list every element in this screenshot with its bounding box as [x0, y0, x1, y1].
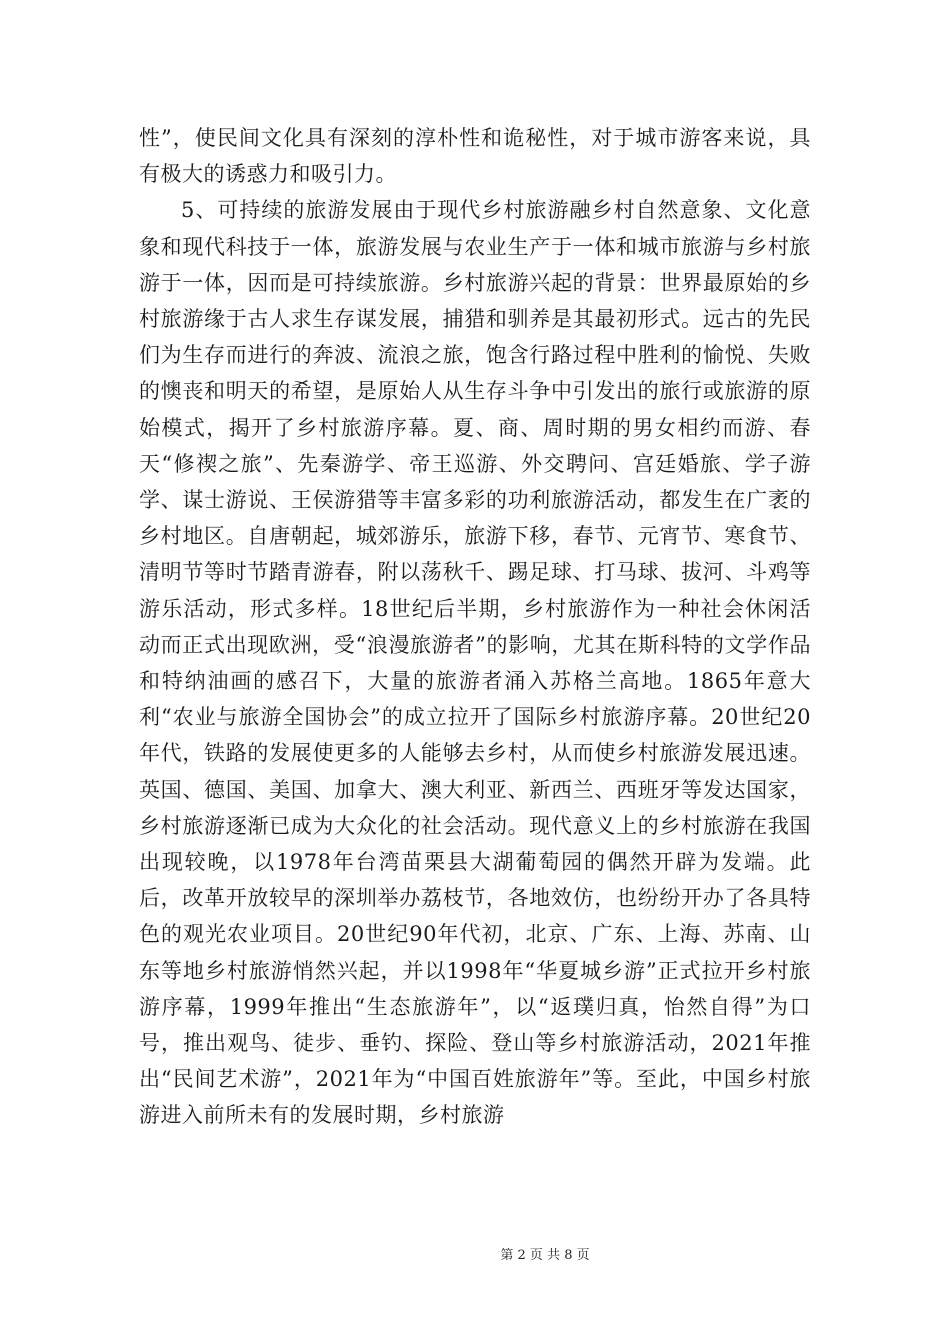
page-number: 第 2 页 共 8 页 — [500, 1248, 590, 1263]
paragraph-continuation: 性”，使民间文化具有深刻的淳朴性和诡秘性，对于城市游客来说，具有极大的诱惑力和吸引力。 — [139, 126, 811, 187]
document-body — [139, 120, 811, 1134]
page-footer — [0, 1248, 950, 1264]
paragraph-rural-tourism-history: 5、可持续的旅游发展由于现代乡村旅游融乡村自然意象、文化意象和现代科技于一体，旅游发展与农业生产于一体和城市旅游与乡村旅游于一体，因而是可持续旅游。乡村旅游兴起的背景：世界最原始的乡村旅游缘于古人求生存谋发展，捕猎和驯养是其最初形式。远古的先民们为生存而进行的奔波、流浪之旅，饱含行路过程中胜利的愉悦、失败的懊丧和明天的希望，是原始人从生存斗争中引发出的旅行或旅游的原始模式，揭开了乡村旅游序幕。夏、商、周时期的男女相约而游、春天“修禊之旅”、先秦游学、帝王巡游、外交聘问、宫廷婚旅、学子游学、谋士游说、王侯游猎等丰富多彩的功利旅游活动，都发生在广袤的乡村地区。自唐朝起，城郊游乐，旅游下移，春节、元宵节、寒食节、清明节等时节踏青游春，附以荡秋千、踢足球、打马球、拔河、斗鸡等游乐活动，形式多样。18世纪后半期，乡村旅游作为一种社会休闲活动而正式出现欧洲，受“浪漫旅游者”的影响，尤其在斯科特的文学作品和特纳油画的感召下，大量的旅游者涌入苏格兰高地。1865年意大利“农业与旅游全国协会”的成立拉开了国际乡村旅游序幕。20世纪20年代，铁路的发展使更多的人能够去乡村，从而使乡村旅游发展迅速。英国、德国、美国、加拿大、澳大利亚、新西兰、西班牙等发达国家，乡村旅游逐渐已成为大众化的社会活动。现代意义上的乡村旅游在我国出现较晚，以1978年台湾苗栗县大湖葡萄园的偶然开辟为发端。此后，改革开放较早的深圳举办荔枝节，各地效仿，也纷纷开办了各具特色的观光农业项目。20世纪90年代初，北京、广东、上海、苏南、山东等地乡村旅游悄然兴起，并以1998年“华夏城乡游”正式拉开乡村旅游序幕，1999年推出“生态旅游年”，以“返璞归真，怡然自得”为口号，推出观鸟、徒步、垂钓、探险、登山等乡村旅游活动，2021年推出“民间艺术游”，2021年为“中国百姓旅游年”等。至此，中国乡村旅游进入前所未有的发展时期，乡村旅游 — [139, 198, 811, 1128]
